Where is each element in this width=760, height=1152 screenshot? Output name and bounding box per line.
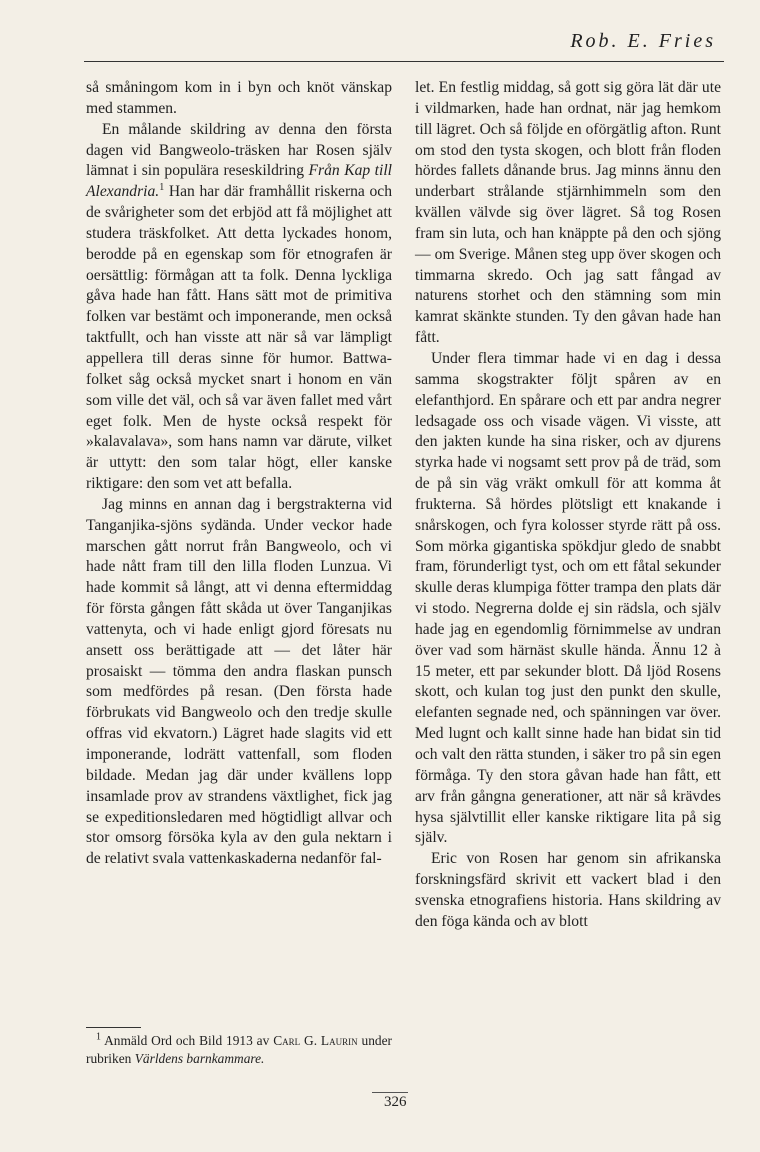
running-header (84, 30, 724, 53)
paragraph: Jag minns en annan dag i bergstrakterna vid Tanganjika-sjöns sydända. Under veckor hade marschen gått norrut från Bangweolo, och vi hade nått fram till den lilla floden Lunzua. Vi hade kommit så långt, att vi denna eftermiddag för första gången fått skåda ut över Tanganjikas vattenyta, och vi hade enligt gjord föresats nu ansett oss berättigade att — det låter här prosaiskt — tömma den andra flaskan punsch som medfördes på resan. (Den första hade förbrukats vid Bangweolo och den tredje skulle offras vid ekvatorn.) Lägret hade slagits vid ett imponerande, lodrätt vattenfall, som floden bildade. Medan jag där under kvällens lopp insamlade prov av strandens växtlighet, fick jag se expeditionsledaren med högtidligt allvar och stor omsorg försöka kyla av den gula nektarn i de relativt svala vattenkaskaderna nedanför fal- (86, 495, 392, 868)
page-number: 326 (384, 1094, 407, 1110)
footnote-mark: 1 (96, 1031, 101, 1043)
paragraph: så småningom kom in i byn och knöt vänskap med stammen. (86, 79, 392, 117)
footnote-text: Anmäld Ord och Bild 1913 av (104, 1033, 270, 1048)
paragraph: Under flera timmar hade vi en dag i dessa samma skogstrakter följt spåren av en elefanthjord. En spårare och ett par andra negrer ledsagade oss och visade vägen. Vi visste, att den jakten kunde ha sina risker, och av djurens styrka hade vi nogsamt sett prov på de träd, som de på sin väg vräkt omkull för att komma åt frukterna. Så hördes plötsligt ett knakande i snårskogen, och fyra kolosser styrde rätt på oss. Som mörka gigantiska spökdjur gledo de snabbt fram, förunderligt tyst, och om ett fåtal sekunder skulle deras klumpiga fötter trampa den plats där vi stodo. Negrerna dolde ej sin rädsla, och själv hade jag en egendomlig förnimmelse av undran över vad som härnäst skulle hända. Ännu 12 à 15 meter, ett par sekunder blott. Då ljöd Rosens skott, och kulan tog just den punkt den skulle, elefanten segnade ned, och spänningen var över. Med lugnt och kallt sinne hade han bidat sin tid och valt den rätta stunden, i säker tro på sin egen förmåga. Ty den stora gåvan hade han fått, ett arv från gångna generationer, att när så krävdes hysa självtillit eller kanske riktigare lita på sig själv. (415, 349, 721, 847)
left-column (86, 78, 392, 870)
footnote-text: under rubriken (86, 1033, 392, 1066)
footnote-rule (86, 1027, 141, 1028)
footnote-author: Carl G. Laurin (273, 1033, 358, 1048)
footnote-mark: 1 (159, 182, 165, 194)
paragraph: let. En festlig middag, så gott sig göra lät där ute i vildmarken, hade han ordnat, när jag hemkom till lägret. Och så följde en oförgätlig afton. Runt om stod den tysta skogen, och blott från floden hördes fallets dånande brus. Jag minns ännu den underbart strålande stjärnhimmeln som den kvällen välvde sig över lägret. Så tog Rosen fram sin luta, och han knäppte på den och sjöng — om Sverige. Månen steg upp över skogen och timmarna skredo. Och jag satt fångad av naturens storhet och den stämning som min kamrat skänkte stunden. Ty den gåvan hade han fått. (415, 79, 721, 347)
running-title: Rob. E. Fries (570, 30, 716, 52)
paragraph-text: Han har där framhållit riskerna och de svårigheter som det erbjöd att få möjlighet att studera träskfolket. Att detta lyckades honom, berodde på en egenskap som för etnografen är oersättlig: förmågan att ta folk. Denna lyckliga gåva hade han fått. Hans sätt mot de primitiva folken var bestämt och imponerande, men också taktfullt, och han visste att när så var lämpligt appellera till deras sinne för humor. Battwa-folket såg också mycket snart i honom en vän som ville det väl, och så var även fallet med vårt eget folk. Men de hyste också respekt för »kalavalava», som hans namn var därute, vilket är uttytt: den som talar högt, eller kanske riktigare: den som vet att befalla. (86, 183, 393, 493)
footnote-column-title: Världens barnkammare. (134, 1051, 265, 1066)
footnote (86, 1032, 392, 1068)
right-column (415, 78, 721, 933)
paragraph (86, 120, 392, 495)
book-title: Från Kap till Alexandria. (86, 162, 392, 201)
page-number-rule (372, 1092, 408, 1093)
paragraph: Eric von Rosen har genom sin afrikanska forskningsfärd skrivit ett vackert blad i den svenska etnografiens historia. Hans skildring av den föga kända och av blott (415, 850, 721, 930)
header-rule (84, 61, 724, 62)
paragraph-text: En målande skildring av denna den första dagen vid Bangweolo-träsken har Rosen själv lämnat i sin populära reseskildring (86, 120, 392, 180)
